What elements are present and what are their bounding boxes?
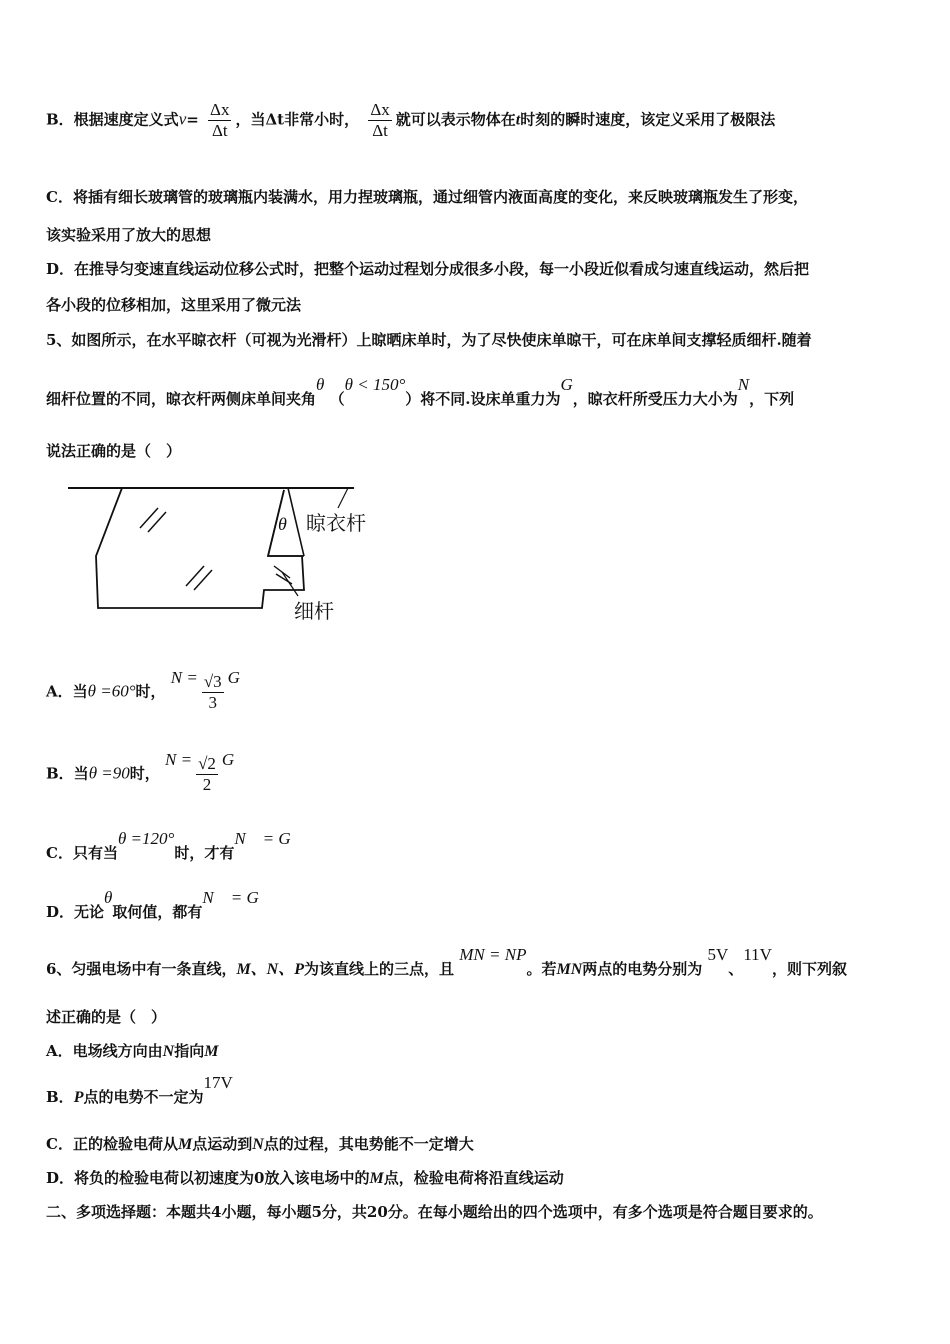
bed-sheet-outline: [96, 488, 304, 608]
option-d-line1: D．在推导匀变速直线运动位移公式时，把整个运动过程划分成很多小段，每一小段近似看成匀速直线运动，然后把: [46, 260, 810, 278]
stick-label: 细杆: [294, 599, 334, 623]
q5-option-d: D．无论θ取何值，都有N = G: [46, 888, 259, 921]
q5-line3: 说法正确的是（ ）: [46, 442, 182, 460]
q5-line1: 5、如图所示，在水平晾衣杆（可视为光滑杆）上晾晒床单时，为了尽快使床单晾干，可在床单间支撑轻质细杆.随着: [46, 331, 812, 349]
q6-option-c: C．正的检验电荷从M点运动到N点的过程，其电势能不一定增大: [46, 1135, 474, 1153]
q5-option-b: B．当θ =90时， N = $\frac{√2}{2}$ G: [46, 749, 235, 794]
theta-label: θ: [278, 514, 287, 534]
section-2-heading: 二、多项选择题：本题共4小题，每小题5分，共20分。在每小题给出的四个选项中，有多个选项是符合题目要求的。: [46, 1203, 823, 1221]
option-b-velocity: B．根据速度定义式v= $\frac{\Delta x}{\Delta t}$ ，当Δt非常小时， $\frac{\Delta x}{\Delta t}$ 就可以表示物体在t时刻的瞬时速度，该定义采用了极限法: [46, 100, 776, 140]
clothesline-figure: [62, 478, 392, 628]
q6-option-b: B．P点的电势不一定为17V: [46, 1073, 233, 1106]
fraction-dx-dt-2: $\frac{\Delta x}{\Delta t}$: [370, 100, 390, 140]
rod-label: 晾衣杆: [306, 511, 366, 535]
q6-option-a: A．电场线方向由N指向M: [46, 1042, 219, 1060]
q5-option-a: A．当θ =60°时， N = $\frac{√3}{3}$ G: [46, 667, 240, 712]
sheet-right-edge: [288, 488, 304, 556]
option-c-line1: C．将插有细长玻璃管的玻璃瓶内装满水，用力捏玻璃瓶，通过细管内液面高度的变化，来反映玻璃瓶发生了形变，: [46, 188, 808, 206]
q5-option-c: C．只有当θ =120°时，才有N = G: [46, 829, 291, 862]
q6-option-d: D．将负的检验电荷以初速度为0放入该电场中的M点，检验电荷将沿直线运动: [46, 1169, 564, 1187]
fraction-sqrt2-2: $\frac{√2}{2}$: [198, 754, 216, 794]
q6-line2: 述正确的是（ ）: [46, 1008, 167, 1026]
q6-line1: 6、匀强电场中有一条直线，M、N、P为该直线上的三点，且 MN = NP。若MN两点的电势分别为 5V、11V，则下列叙: [46, 945, 847, 978]
fraction-dx-dt: $\frac{\Delta x}{\Delta t}$: [210, 100, 230, 140]
option-c-line2: 该实验采用了放大的思想: [46, 226, 212, 244]
rod-leader-line: [338, 488, 348, 508]
q5-line2: 细杆位置的不同，晾衣杆两侧床单间夹角θ （θ < 150°）将不同.设床单重力为G，晾衣杆所受压力大小为N，下列: [46, 375, 795, 408]
option-d-line2: 各小段的位移相加，这里采用了微元法: [46, 296, 302, 314]
stick-leader-line: [282, 572, 298, 596]
fraction-sqrt3-3: $\frac{√3}{3}$: [203, 672, 222, 712]
